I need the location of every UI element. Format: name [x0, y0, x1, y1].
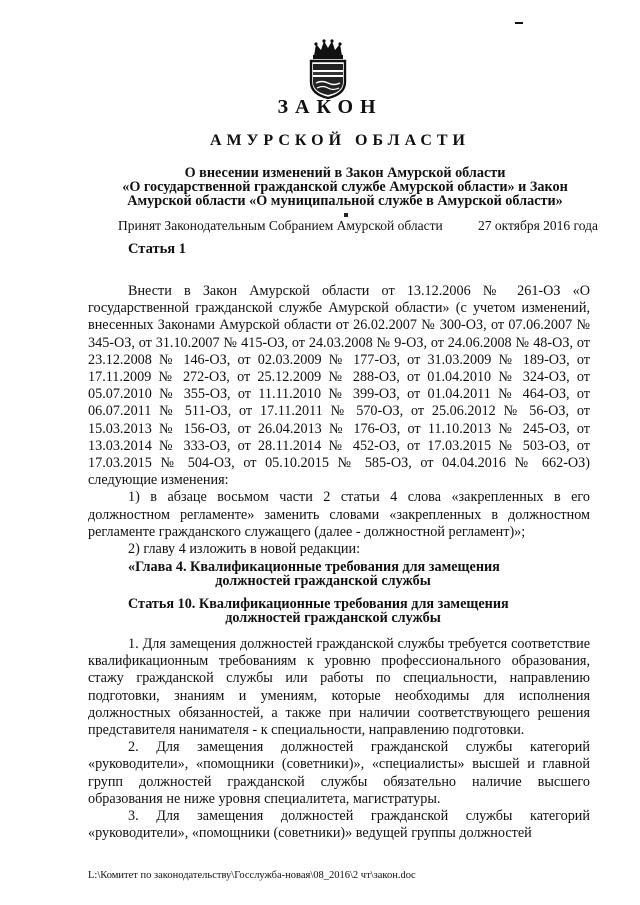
chapter-4-title: [128, 560, 568, 588]
paragraph: 1. Для замещения должностей гражданской службы требуется соответствие квалификационным требованиям к уровню профессионального образования, стажу гражданской службы или работы по специальности, направлению подготовки, знаниям и умениям, которые необходимы для исполнения должностных обязанностей, а также при наличии соответствующего решения представителя нанимателя - к специальности, направлению подготовки.: [88, 636, 590, 739]
subject-line: Амурской области «О муниципальной службе в Амурской области»: [127, 193, 563, 209]
adopted-date: 27 октября 2016 года: [478, 218, 598, 233]
article-title-line: Статья 10. Квалификационные требования для замещения: [128, 596, 509, 612]
scan-mark: [515, 22, 523, 24]
coat-of-arms-icon: [302, 38, 354, 100]
paragraph: 2) главу 4 изложить в новой редакции:: [128, 541, 361, 558]
article-1-body: [88, 283, 590, 558]
file-path-footer: L:\Комитет по законодательству\Госслужба-новая\08_2016\2 чт\закон.doc: [88, 870, 416, 881]
paragraph: Внести в Закон Амурской области от 13.12.2006 № 261-ОЗ «О государственной гражданской службе Амурской области» (с учетом изменений, внесенных Законами Амурской области от 26.02.2007 № 300-ОЗ, от 07.06.2007 № 345-ОЗ, от 31.10.2007 № 415-ОЗ, от 24.03.2008 № 9-ОЗ, от 24.06.2008 № 48-ОЗ, от 23.12.2008 № 146-ОЗ, от 02.03.2009 № 177-ОЗ, от 31.03.2009 № 189-ОЗ, от 17.11.2009 № 272-ОЗ, от 25.12.2009 № 288-ОЗ, от 01.04.2010 № 324-ОЗ, от 05.07.2010 № 355-ОЗ, от 11.11.2010 № 399-ОЗ, от 01.04.2011 № 464-ОЗ, от 06.07.2011 № 511-ОЗ, от 17.11.2011 № 570-ОЗ, от 25.06.2012 № 56-ОЗ, от 15.03.2013 № 156-ОЗ, от 26.04.2013 № 176-ОЗ, от 11.10.2013 № 245-ОЗ, от 13.03.2014 № 333-ОЗ, от 28.11.2014 № 452-ОЗ, от 17.03.2015 № 503-ОЗ, от 17.03.2015 № 504-ОЗ, от 05.10.2015 № 585-ОЗ, от 04.04.2016 № 662-ОЗ) следующие изменения:: [88, 283, 590, 489]
chapter-title-line: «Глава 4. Квалификационные требования для замещения: [128, 559, 500, 575]
article-title-line: должностей гражданской службы: [225, 610, 441, 626]
article-1-heading: Статья 1: [128, 241, 186, 257]
subject-line: О внесении изменений в Закон Амурской области: [184, 165, 506, 181]
article-10-title: [128, 597, 568, 625]
scan-mark: [344, 213, 348, 217]
paragraph: 2. Для замещения должностей гражданской службы категорий «руководители», «помощники (советники)», «специалисты» высшей и главной групп должностей гражданской службы обязательно наличие высшего образования не ниже уровня специалитета, магистратуры.: [88, 739, 590, 807]
law-title: ЗАКОН: [277, 96, 383, 118]
adoption-line: [118, 218, 598, 234]
chapter-title-line: должностей гражданской службы: [215, 573, 431, 589]
paragraph: 1) в абзаце восьмом части 2 статьи 4 слова «закрепленных в его должностном регламенте» заменить словами «закрепленных в должностном регламенте гражданского служащего (далее - должностной регламент)»;: [88, 489, 590, 540]
adopted-by: Принят Законодательным Собранием Амурской области: [118, 218, 443, 233]
paragraph: 3. Для замещения должностей гражданской службы категорий «руководители», «помощники (советники)» ведущей группы должностей: [88, 808, 590, 842]
law-subject: [90, 166, 600, 208]
article-10-body: [88, 636, 590, 842]
region-title: АМУРСКОЙ ОБЛАСТИ: [210, 132, 470, 149]
subject-line: «О государственной гражданской службе Амурской области» и Закон: [122, 179, 568, 195]
